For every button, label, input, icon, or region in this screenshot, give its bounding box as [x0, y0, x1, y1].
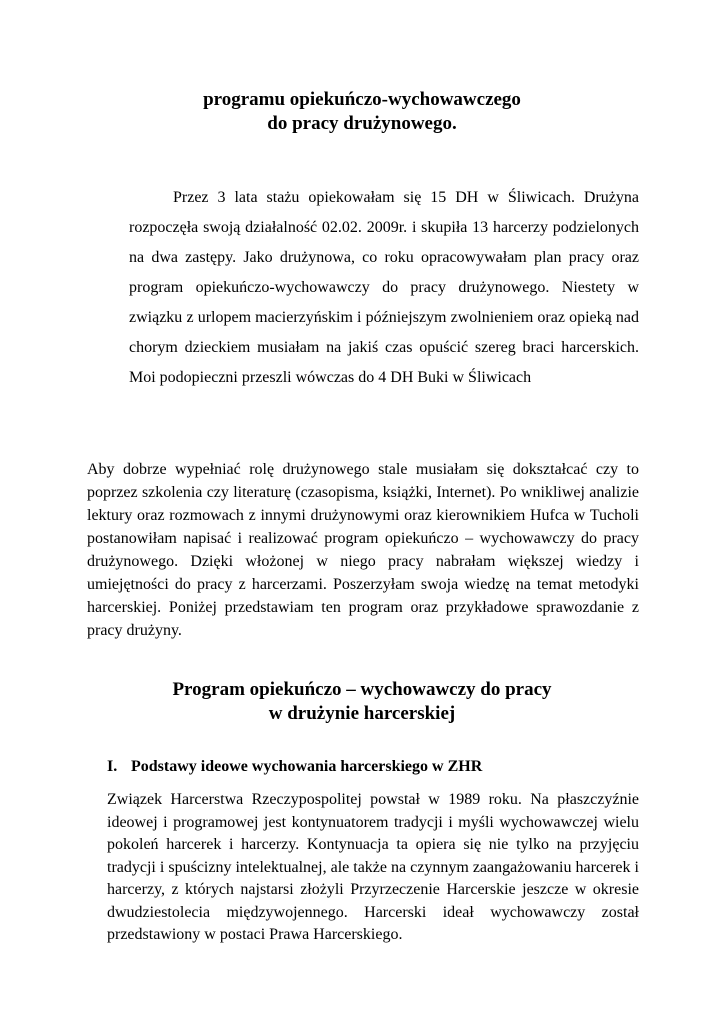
title-line-2: do pracy drużynowego.	[267, 113, 457, 134]
program-title	[0, 678, 724, 726]
program-title-line-1: Program opiekuńczo – wychowawczy do pracy	[172, 679, 552, 700]
body-paragraph: Aby dobrze wypełniać rolę drużynowego stale musiałam się dokształcać czy to poprzez szkolenia czy literaturę (czasopisma, książki, Internet). Po wnikliwej analizie lektury oraz rozmowach z innymi drużynowymi oraz kierownikiem Hufca w Tucholi postanowiłam napisać i realizować program opiekuńczo – wychowawczy do pracy drużynowego. Dzięki włożonej w niego pracy nabrałam większej wiedzy i umiejętności do pracy z harcerzami. Poszerzyłam swoja wiedzę na temat metodyki harcerskiej. Poniżej przedstawiam ten program oraz przykładowe sprawozdanie z pracy drużyny.	[87, 461, 639, 639]
section-paragraph: Związek Harcerstwa Rzeczypospolitej powstał w 1989 roku. Na płaszczyźnie ideowej i programowej jest kontynuatorem tradycji i myśli wychowawczej wielu pokoleń harcerek i harcerzy. Kontynuacja ta opiera się nie tylko na przyjęciu tradycji i spuścizny intelektualnej, ale także na czynnym zaangażowaniu harcerek i harcerzy, z których najstarsi złożyli Przyrzeczenie Harcerskie jeszcze w okresie dwudziestolecia międzywojennego. Harcerski ideał wychowawczy został przedstawiony w postaci Prawa Harcerskiego.	[107, 791, 639, 943]
section-body	[107, 789, 639, 947]
section-heading	[107, 756, 482, 778]
intro-section	[129, 183, 639, 393]
intro-paragraph: Przez 3 lata stażu opiekowałam się 15 DH w Śliwicach. Drużyna rozpoczęła swoją działalność 02.02. 2009r. i skupiła 13 harcerzy podzielonych na dwa zastępy. Jako drużynowa, co roku opracowywałam plan pracy oraz program opiekuńczo-wychowawczy do pracy drużynowego. Niestety w związku z urlopem macierzyńskim i późniejszym zwolnieniem oraz opieką nad chorym dzieckiem musiałam na jakiś czas opuścić szereg braci harcerskich. Moi podopieczni przeszli wówczas do 4 DH Buki w Śliwicach	[129, 189, 639, 386]
document-title	[0, 88, 724, 136]
section-number: I.	[107, 758, 118, 775]
program-title-line-2: w drużynie harcerskiej	[268, 703, 456, 724]
title-line-1: programu opiekuńczo-wychowawczego	[203, 89, 521, 110]
section-title: Podstawy ideowe wychowania harcerskiego w ZHR	[131, 758, 483, 775]
body-section	[87, 458, 639, 642]
